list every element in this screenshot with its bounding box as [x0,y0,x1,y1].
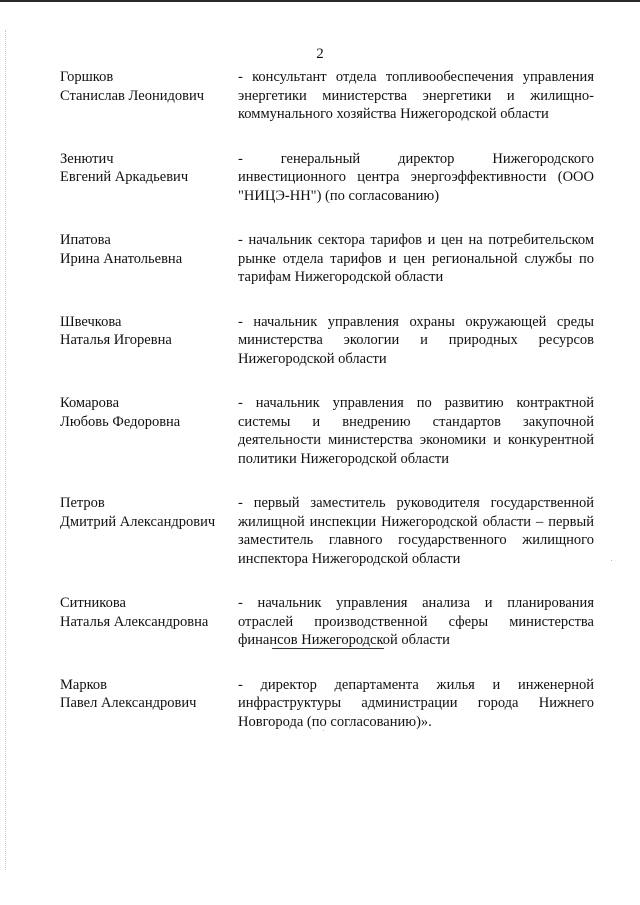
member-position: - начальник управления анализа и планирования отраслей производственной сферы министерства финансов Нижегородской области [238,595,594,648]
member-name [60,68,238,124]
scan-speck [323,730,324,731]
member-surname: Ситникова [60,595,126,611]
member-name [60,231,238,287]
member-given-names: Станислав Леонидович [60,87,204,104]
member-given-names: Любовь Федоровна [60,413,181,430]
member-surname: Комарова [60,395,120,411]
member-position: - директор департамента жилья и инженерной инфраструктуры администрации города Нижнего Новгорода (по согласованию)». [238,676,594,730]
member-entry [60,394,594,468]
member-position: - начальник управления по развитию контрактной системы и внедрению стандартов закупочной деятельности министерства экономики и конкурентной политики Нижегородской области [238,395,594,467]
member-given-names: Павел Александрович [60,695,197,711]
scan-speck [611,560,612,561]
member-entry [60,313,594,369]
member-position: - консультант отдела топливообеспечения управления энергетики министерства энергетики и жилищно-коммунального хозяйства Нижегородской области [238,69,594,122]
end-line [272,648,384,649]
member-name [60,150,238,206]
member-given-names: Евгений Аркадьевич [60,169,189,185]
page-number: 2 [316,46,324,62]
member-given-names: Дмитрий Александрович [60,513,216,530]
member-name [60,494,238,568]
member-entry [60,494,594,568]
member-entry [60,231,594,287]
member-surname: Марков [60,676,107,693]
member-position: - генеральный директор Нижегородского инвестиционного центра энергоэффективности (ООО "НИЦЭ-НН") (по согласованию) [238,150,594,204]
member-given-names: Наталья Игоревна [60,332,172,348]
member-entry [60,150,594,206]
member-surname: Зенютич [60,150,114,167]
member-name [60,594,238,650]
member-surname: Петров [60,495,105,511]
member-position: - начальник управления охраны окружающей среды министерства экологии и природных ресурсов Нижегородской области [238,313,594,367]
member-given-names: Ирина Анатольевна [60,250,183,267]
member-given-names: Наталья Александровна [60,613,209,630]
member-surname: Швечкова [60,313,122,330]
member-entry [60,68,594,124]
member-name [60,313,238,369]
member-position: - начальник сектора тарифов и цен на потребительском рынке отдела тарифов и цен региональной службы по тарифам Нижегородской области [238,232,594,285]
member-surname: Горшков [60,69,114,85]
member-position: - первый заместитель руководителя государственной жилищной инспекции Нижегородской области – первый заместитель главного государственного жилищного инспектора Нижегородской области [238,495,594,567]
member-surname: Ипатова [60,232,111,248]
top-border-line [0,0,640,2]
member-entry [60,594,594,650]
member-entry [60,676,594,732]
scan-edge [5,30,6,870]
member-name [60,676,238,732]
member-list [60,68,594,757]
member-name [60,394,238,468]
